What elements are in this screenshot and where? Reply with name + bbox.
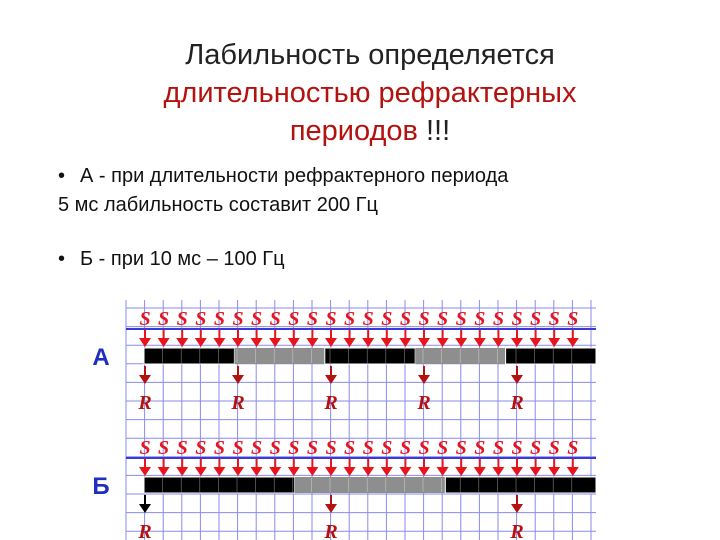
stimulus-arrow-head xyxy=(548,467,560,476)
stimulus-symbol: S xyxy=(158,437,170,459)
stimulus-symbol: S xyxy=(418,308,430,330)
stimulus-arrow-head xyxy=(232,467,244,476)
stimulus-symbol: S xyxy=(399,308,411,330)
stimulus-arrow-head xyxy=(530,467,542,476)
stimulus-symbol: S xyxy=(455,437,467,459)
title-accent-word: периодов xyxy=(289,115,418,147)
stimulus-arrow-head xyxy=(344,467,356,476)
stimulus-symbol: S xyxy=(251,308,263,330)
stimulus-symbol: S xyxy=(437,437,449,459)
stimulus-symbol: S xyxy=(176,437,188,459)
stimulus-symbol: S xyxy=(455,308,467,330)
stimulus-symbol: S xyxy=(306,437,318,459)
stimulus-symbol: S xyxy=(139,308,151,330)
stimulus-arrow-head xyxy=(381,467,393,476)
row-label: Б xyxy=(92,473,110,500)
response-symbol: R xyxy=(138,392,152,414)
stimulus-arrow-head xyxy=(474,467,486,476)
bullet-a-continuation: 5 мс лабильность составит 200 Гц xyxy=(58,194,378,216)
stimulus-arrow-head xyxy=(195,467,207,476)
stimulus-arrow-head xyxy=(158,467,170,476)
stimulus-symbol: S xyxy=(325,437,337,459)
response-symbol: R xyxy=(138,521,152,540)
stimulus-symbol: S xyxy=(418,437,430,459)
stimulus-arrow-head xyxy=(176,467,188,476)
stimulus-arrow-head xyxy=(492,467,504,476)
response-symbol: R xyxy=(231,392,245,414)
stimulus-arrow-head xyxy=(213,467,225,476)
row-label: А xyxy=(92,344,110,371)
stimulus-symbol: S xyxy=(362,308,374,330)
refractory-segment xyxy=(325,348,415,364)
stimulus-symbol: S xyxy=(399,437,411,459)
stimulus-symbol: S xyxy=(437,308,449,330)
stimulus-arrow-head xyxy=(251,467,263,476)
response-arrow-head xyxy=(325,504,337,513)
stimulus-arrow-head xyxy=(288,467,300,476)
stimulus-arrow-head xyxy=(269,467,281,476)
response-symbol: R xyxy=(510,392,524,414)
stimulus-symbol: S xyxy=(232,308,244,330)
stimulus-arrow-head xyxy=(399,467,411,476)
stimulus-symbol: S xyxy=(548,437,560,459)
stimulus-symbol: S xyxy=(344,308,356,330)
stimulus-arrow-head xyxy=(139,467,151,476)
response-symbol: R xyxy=(510,521,524,540)
stimulus-symbol: S xyxy=(232,437,244,459)
stimulus-symbol: S xyxy=(381,308,393,330)
title-exclamation: !!! xyxy=(417,115,451,147)
stimulus-symbol: S xyxy=(195,437,207,459)
stimulus-arrow-head xyxy=(437,467,449,476)
refractory-segment xyxy=(506,348,596,364)
bullet-marker: • xyxy=(58,165,66,187)
stimulus-arrow-head xyxy=(306,467,318,476)
stimulus-arrow-head xyxy=(511,467,523,476)
stimulus-symbol: S xyxy=(176,308,188,330)
stimulus-symbol: S xyxy=(381,437,393,459)
response-symbol: R xyxy=(324,392,338,414)
stimulus-symbol: S xyxy=(511,308,523,330)
stimulus-symbol: S xyxy=(567,437,579,459)
stimulus-symbol: S xyxy=(306,308,318,330)
stimulus-symbol: S xyxy=(269,437,281,459)
stimulus-symbol: S xyxy=(288,308,300,330)
title-line-1: Лабильность определяется xyxy=(185,39,555,71)
stimulus-arrow-head xyxy=(455,467,467,476)
stimulus-symbol: S xyxy=(325,308,337,330)
stimulus-symbol: S xyxy=(139,437,151,459)
stimulus-symbol: S xyxy=(213,437,225,459)
response-arrow-head xyxy=(511,504,523,513)
stimulus-symbol: S xyxy=(511,437,523,459)
stimulus-symbol: S xyxy=(195,308,207,330)
response-arrow-head xyxy=(139,504,151,513)
stimulus-arrow-head xyxy=(325,467,337,476)
stimulus-symbol: S xyxy=(530,437,542,459)
stimulus-symbol: S xyxy=(269,308,281,330)
stimulus-symbol: S xyxy=(158,308,170,330)
response-symbol: R xyxy=(324,521,338,540)
stimulus-arrow-head xyxy=(418,467,430,476)
stimulus-arrow-head xyxy=(362,467,374,476)
stimulus-symbol: S xyxy=(548,308,560,330)
stimulus-symbol: S xyxy=(492,437,504,459)
stimulus-symbol: S xyxy=(344,437,356,459)
stimulus-symbol: S xyxy=(530,308,542,330)
bullet-b-text: Б - при 10 мс – 100 Гц xyxy=(80,248,285,270)
refractory-segment xyxy=(445,477,596,493)
stimulus-symbol: S xyxy=(474,437,486,459)
stimulus-symbol: S xyxy=(474,308,486,330)
response-symbol: R xyxy=(417,392,431,414)
bullet-a-text: А - при длительности рефрактерного периода xyxy=(80,165,509,187)
title-line-2: длительностью рефрактерных xyxy=(163,77,577,109)
stimulus-symbol: S xyxy=(251,437,263,459)
stimulus-symbol: S xyxy=(213,308,225,330)
stimulus-arrow-head xyxy=(567,467,579,476)
refractory-segment xyxy=(144,348,234,364)
refractory-segment xyxy=(144,477,295,493)
stimulus-symbol: S xyxy=(362,437,374,459)
stimulus-symbol: S xyxy=(288,437,300,459)
bullet-marker: • xyxy=(58,248,66,270)
stimulus-symbol: S xyxy=(567,308,579,330)
stimulus-symbol: S xyxy=(492,308,504,330)
